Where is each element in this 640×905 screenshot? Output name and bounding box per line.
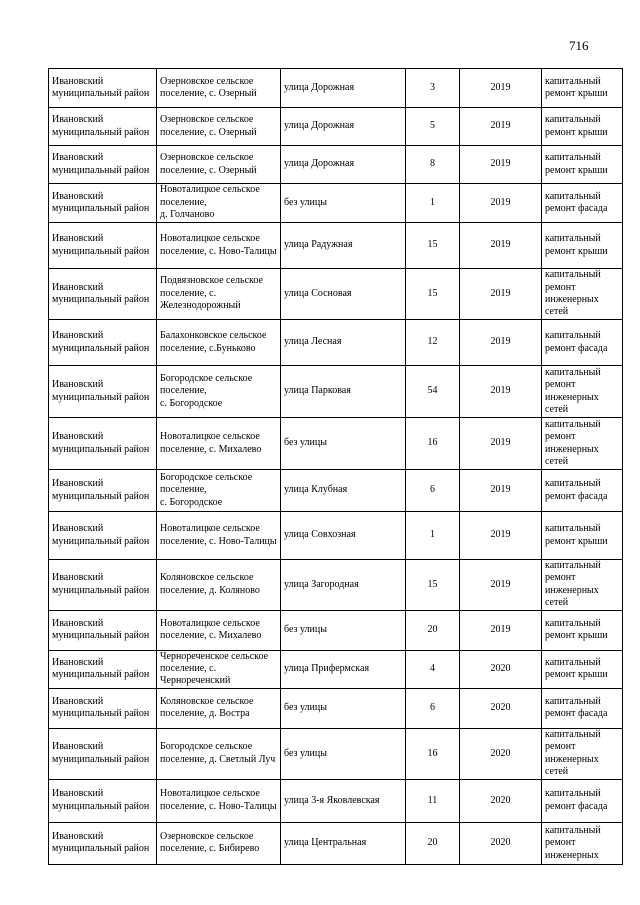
year-cell: 2019 bbox=[460, 69, 542, 108]
table-row bbox=[49, 418, 623, 470]
year-cell: 2020 bbox=[460, 688, 542, 728]
table-row bbox=[49, 822, 623, 864]
year-cell: 2019 bbox=[460, 418, 542, 470]
year-cell: 2020 bbox=[460, 779, 542, 822]
table-row bbox=[49, 108, 623, 146]
house-number-cell: 5 bbox=[406, 108, 460, 146]
settlement-cell: Новоталицкое сельское поселение, с. Ново-Талицы bbox=[157, 223, 281, 269]
street-cell: без улицы bbox=[281, 610, 406, 650]
street-cell: улица 3-я Яковлевская bbox=[281, 779, 406, 822]
house-number-cell: 15 bbox=[406, 560, 460, 611]
street-cell: улица Дорожная bbox=[281, 146, 406, 184]
settlement-cell: Богородское сельское поселение, с. Богородское bbox=[157, 366, 281, 418]
street-cell: без улицы bbox=[281, 418, 406, 470]
district-cell: Ивановский муниципальный район bbox=[49, 650, 157, 688]
work-type-cell: капитальный ремонт инженерных bbox=[542, 822, 623, 864]
district-cell: Ивановский муниципальный район bbox=[49, 728, 157, 779]
district-cell: Ивановский муниципальный район bbox=[49, 418, 157, 470]
district-cell: Ивановский муниципальный район bbox=[49, 512, 157, 560]
year-cell: 2019 bbox=[460, 560, 542, 611]
year-cell: 2019 bbox=[460, 146, 542, 184]
street-cell: улица Парковая bbox=[281, 366, 406, 418]
table-row bbox=[49, 366, 623, 418]
table-row bbox=[49, 610, 623, 650]
house-number-cell: 54 bbox=[406, 366, 460, 418]
settlement-cell: Озерновское сельское поселение, с. Озерный bbox=[157, 146, 281, 184]
settlement-cell: Новоталицкое сельское поселение, д. Голчаново bbox=[157, 184, 281, 223]
settlement-cell: Коляновское сельское поселение, д. Коляново bbox=[157, 560, 281, 611]
street-cell: улица Радужная bbox=[281, 223, 406, 269]
settlement-cell: Озерновское сельское поселение, с. Озерный bbox=[157, 108, 281, 146]
table-row bbox=[49, 146, 623, 184]
settlement-cell: Озерновское сельское поселение, с. Озерный bbox=[157, 69, 281, 108]
settlement-cell: Озерновское сельское поселение, с. Бибирево bbox=[157, 822, 281, 864]
street-cell: улица Сосновая bbox=[281, 269, 406, 320]
settlement-cell: Коляновское сельское поселение, д. Вострa bbox=[157, 688, 281, 728]
district-cell: Ивановский муниципальный район bbox=[49, 184, 157, 223]
settlement-cell: Подвязновское сельское поселение, с. Железнодорожный bbox=[157, 269, 281, 320]
work-type-cell: капитальный ремонт инженерных сетей bbox=[542, 418, 623, 470]
year-cell: 2019 bbox=[460, 269, 542, 320]
settlement-cell: Балахонковское сельское поселение, с.Буньково bbox=[157, 320, 281, 366]
house-number-cell: 4 bbox=[406, 650, 460, 688]
table-row bbox=[49, 470, 623, 512]
year-cell: 2019 bbox=[460, 223, 542, 269]
house-number-cell: 12 bbox=[406, 320, 460, 366]
work-type-cell: капитальный ремонт инженерных сетей bbox=[542, 269, 623, 320]
house-number-cell: 20 bbox=[406, 610, 460, 650]
work-type-cell: капитальный ремонт фасада bbox=[542, 779, 623, 822]
house-number-cell: 20 bbox=[406, 822, 460, 864]
table-row bbox=[49, 560, 623, 611]
house-number-cell: 11 bbox=[406, 779, 460, 822]
work-type-cell: капитальный ремонт крыши bbox=[542, 223, 623, 269]
street-cell: улица Дорожная bbox=[281, 69, 406, 108]
house-number-cell: 6 bbox=[406, 688, 460, 728]
work-type-cell: капитальный ремонт крыши bbox=[542, 610, 623, 650]
street-cell: улица Дорожная bbox=[281, 108, 406, 146]
year-cell: 2020 bbox=[460, 650, 542, 688]
house-number-cell: 8 bbox=[406, 146, 460, 184]
settlement-cell: Новоталицкое сельское поселение, с. Ново-Талицы bbox=[157, 779, 281, 822]
year-cell: 2020 bbox=[460, 822, 542, 864]
year-cell: 2019 bbox=[460, 470, 542, 512]
street-cell: улица Клубная bbox=[281, 470, 406, 512]
street-cell: улица Прифермская bbox=[281, 650, 406, 688]
district-cell: Ивановский муниципальный район bbox=[49, 779, 157, 822]
work-type-cell: капитальный ремонт фасада bbox=[542, 320, 623, 366]
district-cell: Ивановский муниципальный район bbox=[49, 69, 157, 108]
table-row bbox=[49, 779, 623, 822]
year-cell: 2019 bbox=[460, 366, 542, 418]
table-row bbox=[49, 512, 623, 560]
year-cell: 2019 bbox=[460, 184, 542, 223]
table-row bbox=[49, 728, 623, 779]
district-cell: Ивановский муниципальный район bbox=[49, 108, 157, 146]
work-type-cell: капитальный ремонт крыши bbox=[542, 146, 623, 184]
street-cell: улица Совхозная bbox=[281, 512, 406, 560]
work-type-cell: капитальный ремонт инженерных сетей bbox=[542, 366, 623, 418]
house-number-cell: 6 bbox=[406, 470, 460, 512]
table-row bbox=[49, 184, 623, 223]
district-cell: Ивановский муниципальный район bbox=[49, 146, 157, 184]
table-row bbox=[49, 223, 623, 269]
work-type-cell: капитальный ремонт фасада bbox=[542, 688, 623, 728]
work-type-cell: капитальный ремонт фасада bbox=[542, 470, 623, 512]
table-row bbox=[49, 320, 623, 366]
street-cell: улица Лесная bbox=[281, 320, 406, 366]
settlement-cell: Новоталицкое сельское поселение, с. Михалево bbox=[157, 610, 281, 650]
street-cell: улица Центральная bbox=[281, 822, 406, 864]
work-type-cell: капитальный ремонт фасада bbox=[542, 184, 623, 223]
district-cell: Ивановский муниципальный район bbox=[49, 688, 157, 728]
settlement-cell: Новоталицкое сельское поселение, с. Михалево bbox=[157, 418, 281, 470]
district-cell: Ивановский муниципальный район bbox=[49, 320, 157, 366]
year-cell: 2019 bbox=[460, 610, 542, 650]
street-cell: без улицы bbox=[281, 688, 406, 728]
district-cell: Ивановский муниципальный район bbox=[49, 822, 157, 864]
house-number-cell: 1 bbox=[406, 184, 460, 223]
street-cell: без улицы bbox=[281, 184, 406, 223]
district-cell: Ивановский муниципальный район bbox=[49, 223, 157, 269]
work-type-cell: капитальный ремонт крыши bbox=[542, 108, 623, 146]
repair-schedule-table bbox=[48, 68, 623, 865]
table-row bbox=[49, 688, 623, 728]
settlement-cell: Чернореченское сельское поселение, с. Чернореченский bbox=[157, 650, 281, 688]
work-type-cell: капитальный ремонт крыши bbox=[542, 512, 623, 560]
house-number-cell: 15 bbox=[406, 223, 460, 269]
house-number-cell: 16 bbox=[406, 728, 460, 779]
settlement-cell: Новоталицкое сельское поселение, с. Ново-Талицы bbox=[157, 512, 281, 560]
year-cell: 2019 bbox=[460, 512, 542, 560]
work-type-cell: капитальный ремонт крыши bbox=[542, 650, 623, 688]
table-row bbox=[49, 269, 623, 320]
work-type-cell: капитальный ремонт крыши bbox=[542, 69, 623, 108]
table-row bbox=[49, 650, 623, 688]
work-type-cell: капитальный ремонт инженерных сетей bbox=[542, 560, 623, 611]
year-cell: 2019 bbox=[460, 320, 542, 366]
table-row bbox=[49, 69, 623, 108]
year-cell: 2020 bbox=[460, 728, 542, 779]
district-cell: Ивановский муниципальный район bbox=[49, 560, 157, 611]
district-cell: Ивановский муниципальный район bbox=[49, 610, 157, 650]
house-number-cell: 16 bbox=[406, 418, 460, 470]
street-cell: улица Загородная bbox=[281, 560, 406, 611]
district-cell: Ивановский муниципальный район bbox=[49, 366, 157, 418]
house-number-cell: 1 bbox=[406, 512, 460, 560]
settlement-cell: Богородское сельское поселение, д. Светлый Луч bbox=[157, 728, 281, 779]
page-number: 716 bbox=[569, 38, 589, 53]
district-cell: Ивановский муниципальный район bbox=[49, 470, 157, 512]
year-cell: 2019 bbox=[460, 108, 542, 146]
district-cell: Ивановский муниципальный район bbox=[49, 269, 157, 320]
street-cell: без улицы bbox=[281, 728, 406, 779]
settlement-cell: Богородское сельское поселение, с. Богородское bbox=[157, 470, 281, 512]
house-number-cell: 3 bbox=[406, 69, 460, 108]
work-type-cell: капитальный ремонт инженерных сетей bbox=[542, 728, 623, 779]
house-number-cell: 15 bbox=[406, 269, 460, 320]
table-body bbox=[49, 69, 623, 865]
